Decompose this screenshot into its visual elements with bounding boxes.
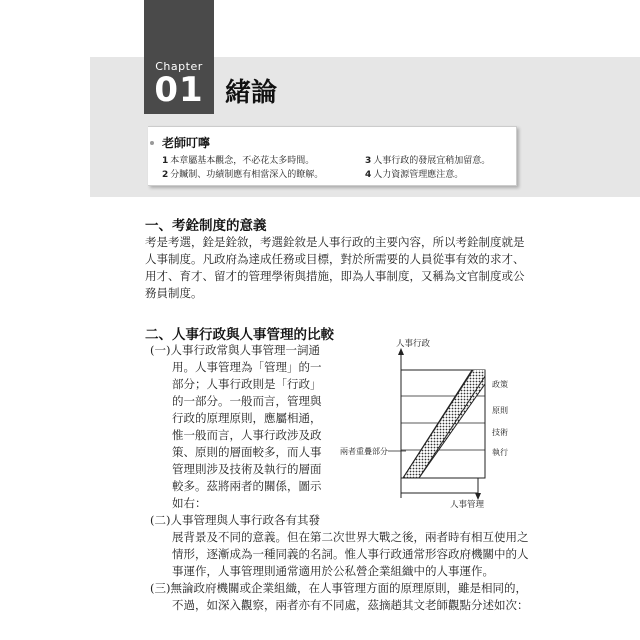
list-item-1-line: 惟一般而言，人事行政涉及政 bbox=[172, 428, 322, 442]
diagram-left-label: 兩者重疊部分 bbox=[340, 447, 388, 456]
note-item-4: 4 人力資源管理應注意。 bbox=[365, 170, 464, 180]
chapter-word: Chapter bbox=[155, 60, 203, 73]
diagram-bottom-label: 人事管理 bbox=[450, 500, 485, 508]
row-label-principle: 原則 bbox=[492, 406, 508, 415]
list-item-2-line: (二)人事管理與人事行政各有其發 bbox=[150, 513, 320, 527]
paragraph-line: 考是考選，銓是銓敘，考選銓敘是人事行政的主要內容，所以考銓制度就是 bbox=[145, 235, 525, 249]
list-item-1-line: 用。人事管理為「管理」的一 bbox=[172, 360, 322, 374]
list-item-1-line: 的一部分。一般而言，管理與 bbox=[172, 394, 322, 408]
diagram-top-label: 人事行政 bbox=[396, 339, 431, 349]
row-label-execution: 執行 bbox=[492, 448, 508, 457]
list-item-1-line: 管理則涉及技術及執行的層面 bbox=[172, 462, 322, 476]
list-item-3-line: 不過，如深入觀察，兩者亦有不同處，茲摘趙其文老師觀點分述如次： bbox=[172, 598, 529, 612]
note-item-3: 3 人事行政的發展宜稍加留意。 bbox=[365, 156, 491, 166]
relationship-diagram bbox=[340, 338, 530, 508]
list-item-1-line: 部分；人事行政則是「行政」 bbox=[172, 377, 322, 391]
arrow-down-icon bbox=[475, 493, 481, 500]
note-item-1: 1 本章屬基本觀念，不必花太多時間。 bbox=[162, 156, 315, 166]
bullet-dot-icon bbox=[150, 141, 154, 145]
chapter-title: 緒論 bbox=[225, 78, 278, 108]
paragraph-line: 務員制度。 bbox=[145, 286, 203, 300]
chapter-number: 01 bbox=[154, 70, 204, 110]
row-label-technique: 技術 bbox=[492, 428, 508, 437]
list-item-1-line: (一)人事行政常與人事管理一詞通 bbox=[150, 343, 320, 357]
paragraph-line: 人事制度。凡政府為達成任務或目標，對於所需要的人員從事有效的求才、 bbox=[145, 252, 525, 266]
list-item-2-line: 展背景及不同的意義。但在第二次世界大戰之後，兩者時有相互使用之 bbox=[172, 530, 529, 544]
list-item-2-line: 情形，逐漸成為一種同義的名詞。惟人事行政通常形容政府機關中的人 bbox=[172, 547, 529, 561]
list-item-1-line: 如右： bbox=[172, 496, 207, 510]
note-item-2: 2 分贓制、功績制應有相當深入的瞭解。 bbox=[162, 170, 324, 180]
list-item-1-line: 較多。茲將兩者的關係，圖示 bbox=[172, 479, 322, 493]
list-item-3-line: (三)無論政府機關或企業組織，在人事管理方面的原理原則，雖是相同的， bbox=[150, 581, 527, 595]
list-item-1-line: 行政的原理原則，應屬相通， bbox=[172, 411, 322, 425]
teacher-notes-title: 老師叮嚀 bbox=[162, 136, 211, 150]
row-label-policy: 政策 bbox=[492, 380, 508, 389]
section-heading-2: 二、人事行政與人事管理的比較 bbox=[145, 327, 334, 343]
paragraph-line: 用才、育才、留才的管理學術與措施，即為人事制度，又稱為文官制度或公 bbox=[145, 269, 525, 283]
chapter-tab bbox=[144, 0, 214, 114]
arrow-up-icon bbox=[398, 348, 404, 355]
list-item-2-line: 事運作，人事管理則通常適用於公私營企業組織中的人事運作。 bbox=[172, 564, 494, 578]
section-heading-1: 一、考銓制度的意義 bbox=[145, 218, 267, 234]
list-item-1-line: 策、原則的層面較多，而人事 bbox=[172, 445, 322, 459]
